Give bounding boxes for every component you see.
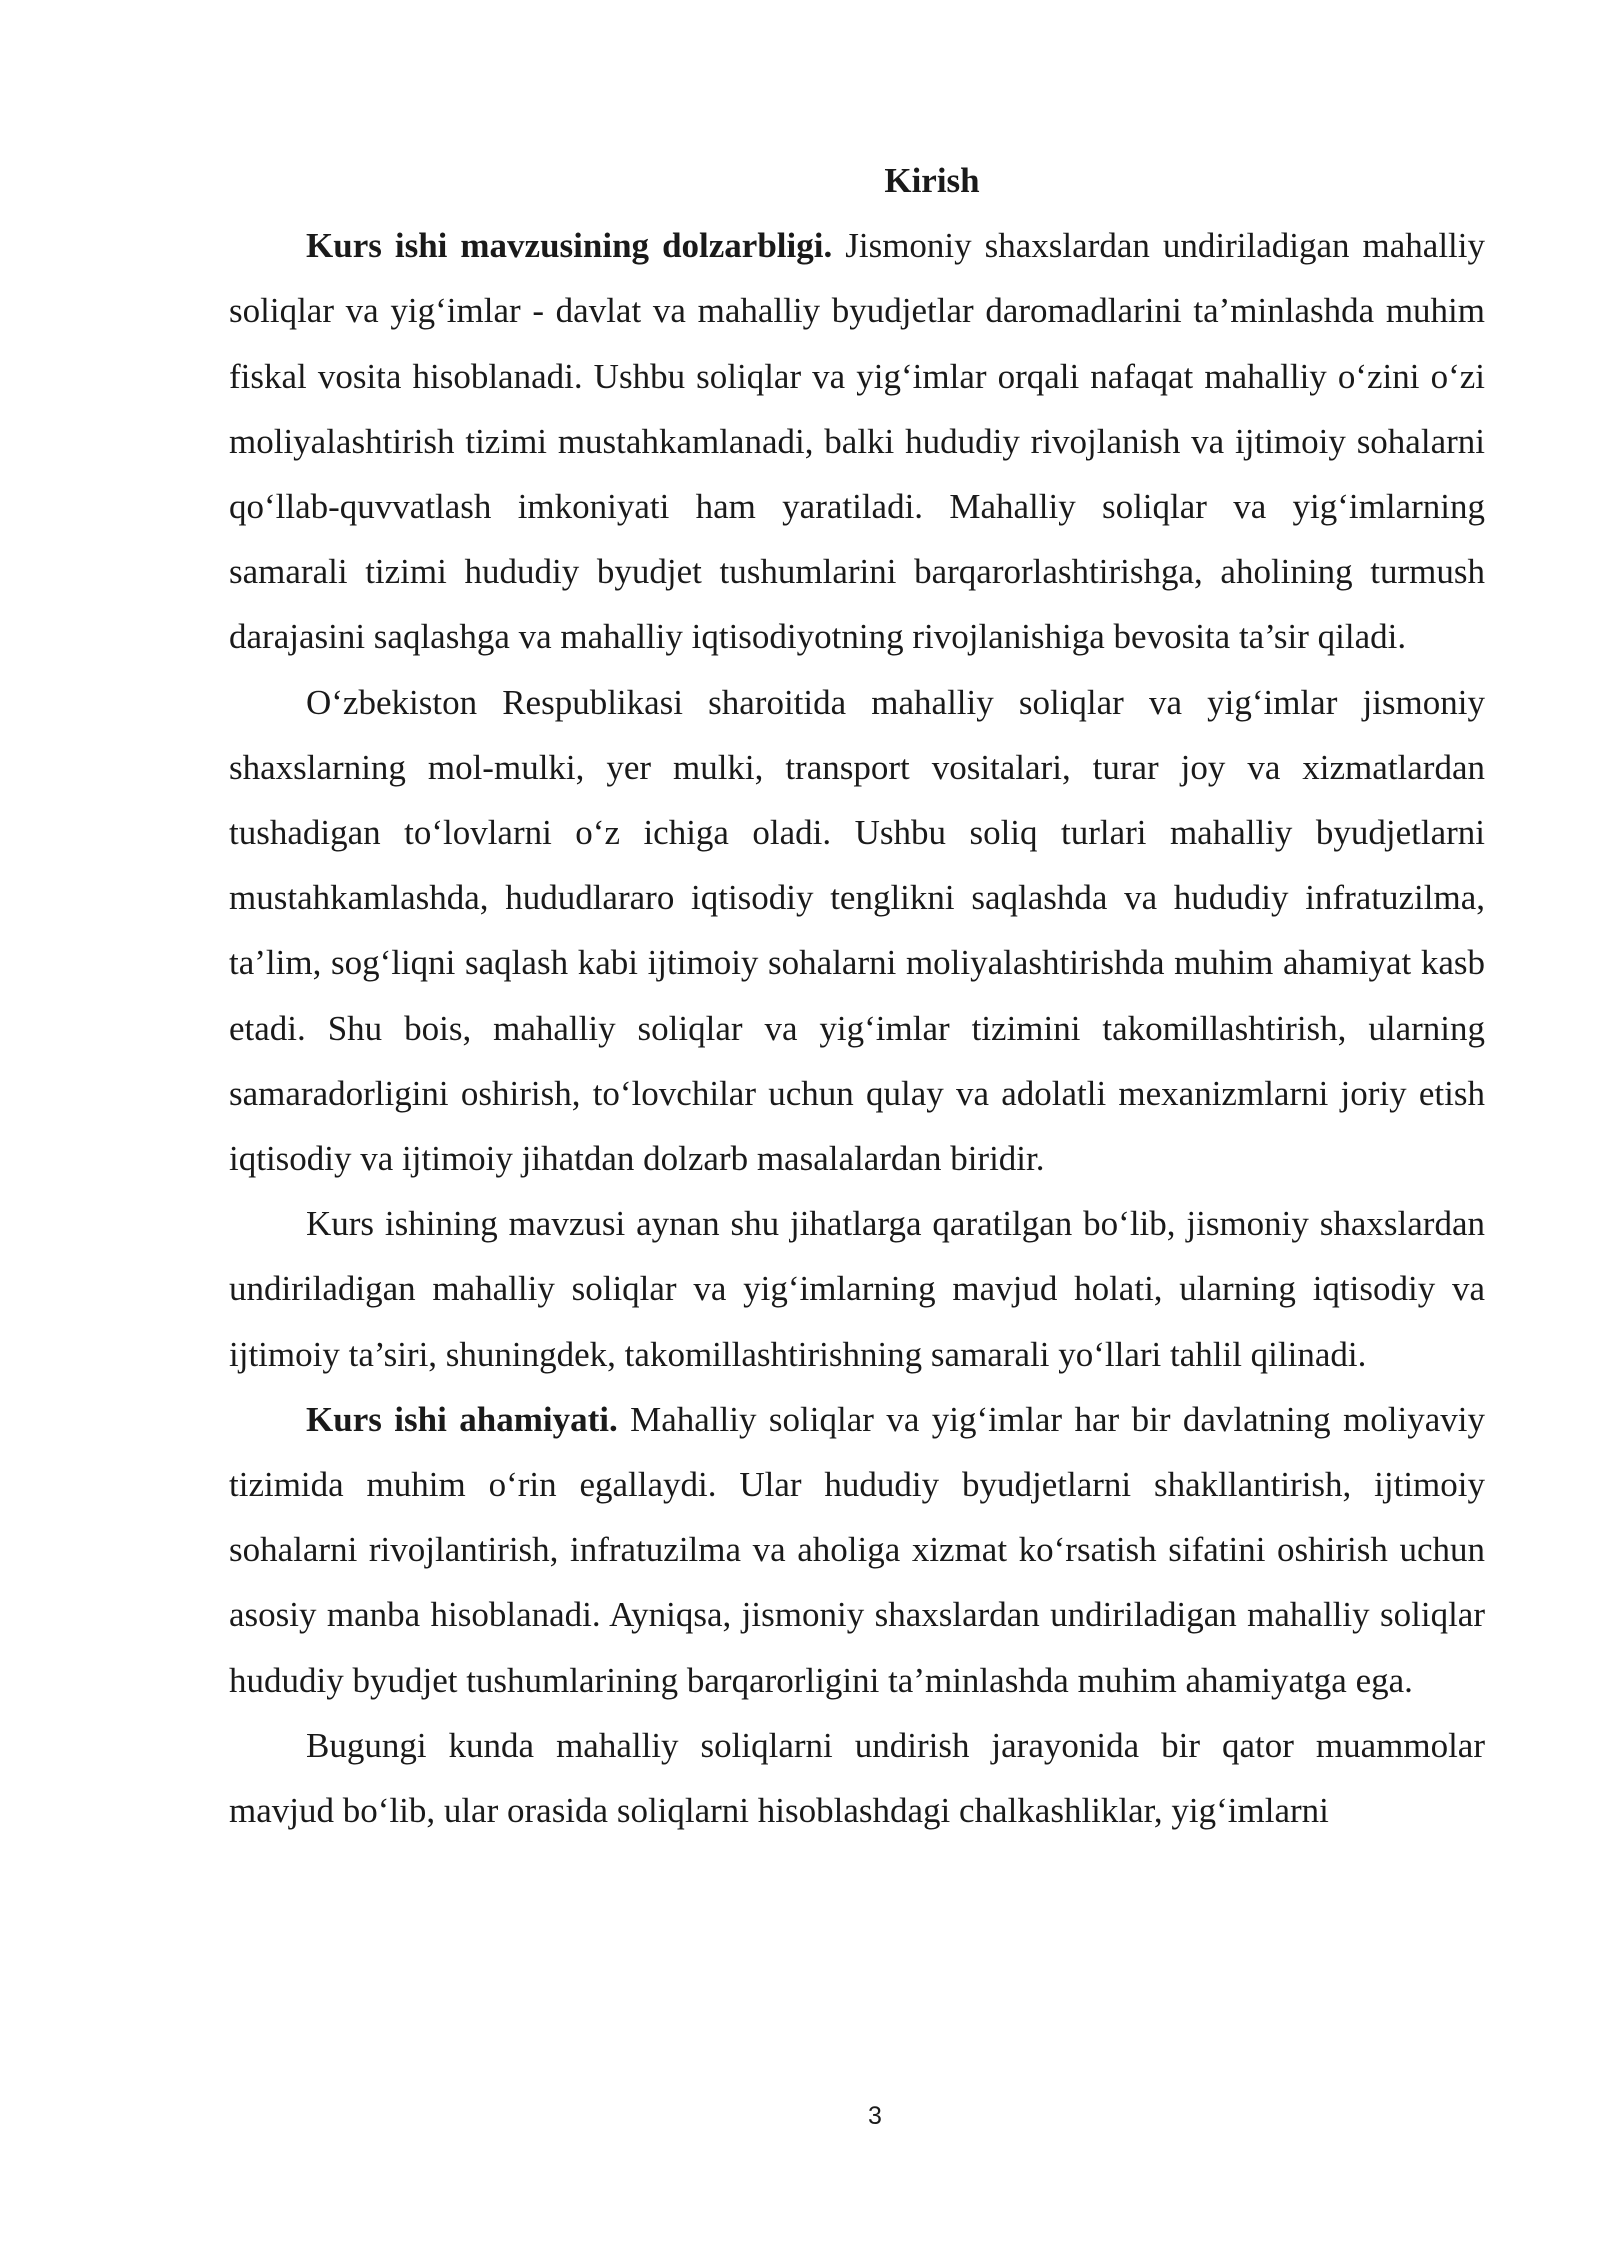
paragraph-problems (229, 1713, 1485, 1843)
paragraph-lead: Kurs ishi mavzusining dolzarbligi. (306, 226, 833, 266)
paragraph-uzbekistan (229, 670, 1485, 1192)
page-body (229, 148, 1485, 1843)
section-title: Kirish (884, 161, 980, 200)
paragraph-topic (229, 1191, 1485, 1387)
paragraph-relevance (229, 213, 1485, 669)
paragraph-text: Mahalliy soliqlar va yig‘imlar har bir davlatning moliyaviy tizimida muhim o‘rin egallaydi. Ular hududiy byudjetlarni shakllantirish, ijtimoiy sohalarni rivojlantirish, infratuzilma va aholiga xizmat ko‘rsatish sifatini oshirish uchun asosiy manba hisoblanadi. Ayniqsa, jismoniy shaxslardan undiriladigan mahalliy soliqlar hududiy byudjet tushumlarining barqarorligini ta’minlashda muhim ahamiyatga ega. (229, 1399, 1485, 1700)
paragraph-lead: Kurs ishi ahamiyati. (306, 1399, 618, 1439)
paragraph-importance (229, 1387, 1485, 1713)
page-number: 3 (868, 2102, 882, 2130)
paragraph-text: O‘zbekiston Respublikasi sharoitida mahalliy soliqlar va yig‘imlar jismoniy shaxslarning mol-mulki, yer mulki, transport vositalari, turar joy va xizmatlardan tushadigan to‘lovlarni o‘z ichiga oladi. Ushbu soliq turlari mahalliy byudjetlarni mustahkamlashda, hududlararo iqtisodiy tenglikni saqlashda va hududiy infratuzilma, ta’lim, sog‘liqni saqlash kabi ijtimoiy sohalarni moliyalashtirishda muhim ahamiyat kasb etadi. Shu bois, mahalliy soliqlar va yig‘imlar tizimini takomillashtirish, ularning samaradorligini oshirish, to‘lovchilar uchun qulay va adolatli mexanizmlarni joriy etish iqtisodiy va ijtimoiy jihatdan dolzarb masalalardan biridir. (229, 682, 1485, 1179)
paragraph-text: Jismoniy shaxslardan undiriladigan mahalliy soliqlar va yig‘imlar - davlat va mahalliy byudjetlar daromadlarini ta’minlashda muhim fiskal vosita hisoblanadi. Ushbu soliqlar va yig‘imlar orqali nafaqat mahalliy o‘zini o‘zi moliyalashtirish tizimi mustahkamlanadi, balki hududiy rivojlanish va ijtimoiy sohalarni qo‘llab-quvvatlash imkoniyati ham yaratiladi. Mahalliy soliqlar va yig‘imlarning samarali tizimi hududiy byudjet tushumlarini barqarorlashtirishga, aholining turmush darajasini saqlashga va mahalliy iqtisodiyotning rivojlanishiga bevosita ta’sir qiladi. (229, 226, 1485, 657)
paragraph-text: Bugungi kunda mahalliy soliqlarni undirish jarayonida bir qator muammolar mavjud bo‘lib, ular orasida soliqlarni hisoblashdagi chalkashliklar, yig‘imlarni (229, 1725, 1485, 1831)
paragraph-text: Kurs ishining mavzusi aynan shu jihatlarga qaratilgan bo‘lib, jismoniy shaxslardan undiriladigan mahalliy soliqlar va yig‘imlarning mavjud holati, ularning iqtisodiy va ijtimoiy ta’siri, shuningdek, takomillashtirishning samarali yo‘llari tahlil qilinadi. (229, 1204, 1485, 1374)
